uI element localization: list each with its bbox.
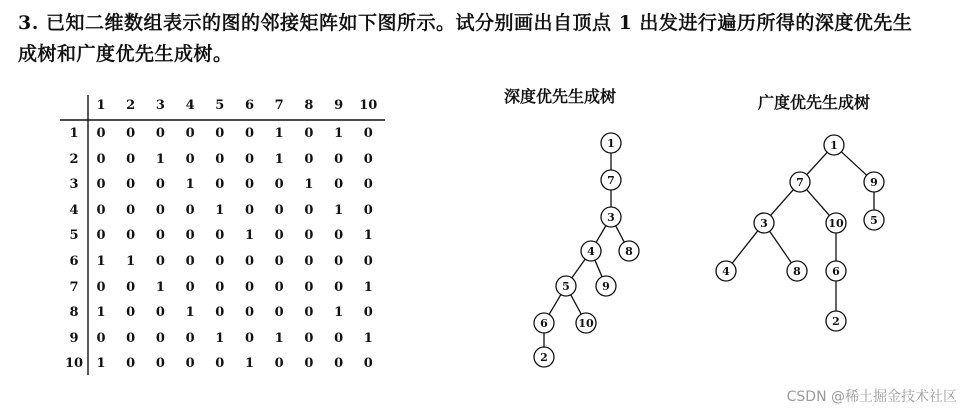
- dfs-node-label: 5: [562, 280, 570, 293]
- question-text: [18, 8, 953, 70]
- matrix-cell: 1: [96, 254, 106, 269]
- matrix-row-header: 9: [69, 330, 79, 346]
- bfs-node-label: 7: [796, 176, 804, 189]
- dfs-node-8: [619, 241, 639, 261]
- matrix-row-header: 3: [69, 177, 79, 193]
- matrix-cell: 0: [155, 228, 165, 244]
- dfs-tree-title: 深度优先生成树: [504, 87, 617, 106]
- matrix-cell: 0: [274, 177, 284, 193]
- matrix-cell: 0: [274, 202, 284, 218]
- matrix-cell: 0: [126, 177, 136, 193]
- matrix-cell: 0: [304, 126, 314, 141]
- matrix-cell: 0: [96, 126, 106, 141]
- matrix-cell: 0: [304, 151, 314, 167]
- matrix-cell: 0: [185, 202, 195, 218]
- dfs-node-label: 6: [540, 317, 548, 330]
- bfs-node-label: 6: [832, 265, 840, 278]
- matrix-cell: 0: [363, 254, 373, 269]
- dfs-edge-4-5: [572, 259, 585, 278]
- matrix-cell: 0: [304, 202, 314, 218]
- matrix-cell: 1: [185, 177, 195, 193]
- matrix-cell: 1: [274, 330, 284, 346]
- bfs-node-label: 4: [722, 265, 730, 278]
- matrix-cell: 0: [244, 254, 255, 269]
- matrix-cell: 0: [155, 254, 165, 269]
- csdn-watermark: CSDN @稀土掘金技术社区: [786, 389, 957, 405]
- matrix-row-header: 8: [69, 305, 79, 321]
- matrix-cell: 0: [185, 126, 195, 141]
- matrix-cell: 0: [126, 228, 136, 244]
- matrix-cell: 0: [334, 356, 344, 372]
- dfs-edge-5-6: [549, 295, 561, 315]
- matrix-col-header: 1: [96, 98, 106, 113]
- matrix-cell: 0: [363, 202, 373, 218]
- matrix-cell: 1: [126, 254, 136, 269]
- question-line-1: 3. 已知二维数组表示的图的邻接矩阵如下图所示。试分别画出自顶点 1 出发进行遍历所得的深度优先生: [18, 12, 913, 34]
- bfs-edge-7-10: [807, 190, 830, 216]
- matrix-cell: 0: [274, 356, 284, 372]
- matrix-cell: 0: [244, 177, 255, 193]
- matrix-cell: 0: [96, 202, 106, 218]
- matrix-cell: 0: [126, 126, 136, 141]
- matrix-cell: 0: [334, 279, 344, 295]
- bfs-node-label: 3: [760, 217, 768, 230]
- bfs-edge-3-8: [770, 231, 792, 263]
- matrix-cell: 0: [244, 126, 255, 141]
- matrix-row-header: 6: [69, 254, 79, 269]
- dfs-node-6: [534, 313, 554, 333]
- matrix-cell: 0: [215, 228, 225, 244]
- matrix-row-header: 2: [69, 151, 79, 167]
- matrix-cell: 0: [215, 305, 225, 321]
- matrix-cell: 1: [304, 177, 314, 193]
- dfs-edge-5-10: [571, 295, 581, 314]
- bfs-tree-diagram: [698, 82, 908, 372]
- matrix-cell: 0: [215, 151, 225, 167]
- matrix-cell: 1: [244, 228, 255, 244]
- bfs-node-9: [864, 172, 884, 192]
- matrix-cell: 0: [363, 356, 373, 372]
- matrix-cell: 0: [334, 254, 344, 269]
- dfs-node-label: 9: [602, 280, 610, 293]
- bfs-edge-1-9: [841, 152, 866, 175]
- matrix-cell: 1: [96, 356, 106, 372]
- matrix-cell: 0: [155, 356, 165, 372]
- bfs-tree-panel: [698, 82, 908, 372]
- dfs-node-label: 10: [578, 317, 594, 330]
- matrix-col-header: 2: [126, 98, 136, 113]
- matrix-cell: 0: [155, 126, 165, 141]
- bfs-node-label: 8: [793, 265, 801, 278]
- matrix-cell: 0: [334, 330, 344, 346]
- matrix-cell: 0: [185, 151, 195, 167]
- bfs-node-8: [787, 261, 807, 281]
- matrix-cell: 1: [363, 330, 373, 346]
- bfs-node-1: [824, 135, 844, 155]
- question-line-2: 成树和广度优先生成树。: [18, 43, 233, 65]
- matrix-cell: 0: [244, 305, 255, 321]
- bfs-node-4: [716, 261, 736, 281]
- matrix-cell: 0: [244, 151, 255, 167]
- bfs-node-3: [754, 213, 774, 233]
- matrix-cell: 0: [244, 330, 255, 346]
- matrix-cell: 0: [155, 202, 165, 218]
- dfs-node-1: [601, 133, 621, 153]
- matrix-cell: 0: [185, 228, 195, 244]
- matrix-cell: 0: [304, 330, 314, 346]
- matrix-cell: 1: [155, 279, 165, 295]
- matrix-cell: 0: [274, 254, 284, 269]
- matrix-cell: 1: [334, 126, 344, 141]
- matrix-cell: 0: [334, 228, 344, 244]
- bfs-node-label: 1: [830, 139, 838, 152]
- matrix-cell: 1: [244, 356, 255, 372]
- matrix-cell: 0: [215, 177, 225, 193]
- matrix-cell: 0: [126, 151, 136, 167]
- matrix-cell: 1: [215, 330, 225, 346]
- dfs-node-label: 8: [625, 245, 633, 258]
- dfs-node-7: [601, 170, 621, 190]
- matrix-cell: 0: [185, 279, 195, 295]
- bfs-node-7: [790, 172, 810, 192]
- matrix-cell: 1: [334, 305, 344, 321]
- matrix-cell: 0: [126, 279, 136, 295]
- dfs-edge-3-4: [596, 226, 606, 243]
- matrix-row-header: 10: [64, 356, 84, 372]
- matrix-col-header: 3: [155, 98, 165, 113]
- dfs-edge-3-8: [616, 226, 625, 242]
- matrix-cell: 1: [185, 305, 195, 321]
- bfs-node-2: [826, 311, 846, 331]
- matrix-cell: 0: [155, 305, 165, 321]
- matrix-cell: 0: [363, 151, 373, 167]
- matrix-cell: 0: [185, 254, 195, 269]
- matrix-col-header: 10: [359, 98, 378, 113]
- dfs-edge-4-9: [595, 260, 602, 277]
- matrix-cell: 0: [96, 330, 106, 346]
- dfs-node-label: 4: [587, 245, 595, 258]
- matrix-cell: 0: [96, 177, 106, 193]
- matrix-col-header: 9: [334, 98, 344, 113]
- matrix-row-header: 7: [69, 279, 79, 295]
- matrix-cell: 0: [126, 305, 136, 321]
- matrix-cell: 0: [215, 279, 225, 295]
- matrix-cell: 0: [363, 177, 373, 193]
- matrix-cell: 0: [126, 202, 136, 218]
- matrix-cell: 0: [274, 279, 284, 295]
- matrix-cell: 0: [126, 356, 136, 372]
- dfs-node-4: [581, 241, 601, 261]
- matrix-cell: 0: [363, 126, 373, 141]
- dfs-node-2: [534, 347, 554, 367]
- matrix-cell: 0: [155, 177, 165, 193]
- matrix-col-header: 8: [304, 98, 314, 113]
- matrix-cell: 0: [363, 305, 373, 321]
- bfs-node-label: 9: [870, 176, 878, 189]
- adjacency-matrix: [60, 92, 390, 378]
- dfs-tree-panel: [498, 82, 688, 372]
- matrix-col-header: 5: [215, 98, 225, 113]
- bfs-edge-3-4: [732, 231, 758, 263]
- matrix-row-header: 1: [69, 126, 79, 141]
- matrix-cell: 1: [96, 305, 106, 321]
- matrix-cell: 1: [363, 228, 373, 244]
- dfs-node-label: 7: [607, 174, 615, 187]
- matrix-cell: 1: [363, 279, 373, 295]
- bfs-node-10: [826, 213, 846, 233]
- bfs-tree-title: 广度优先生成树: [758, 93, 871, 112]
- matrix-cell: 1: [274, 151, 284, 167]
- matrix-row-header: 5: [69, 228, 79, 244]
- matrix-cell: 0: [215, 254, 225, 269]
- matrix-cell: 0: [126, 330, 136, 346]
- bfs-node-label: 10: [828, 217, 844, 230]
- matrix-cell: 0: [304, 254, 314, 269]
- matrix-cell: 0: [304, 228, 314, 244]
- bfs-node-label: 5: [870, 214, 878, 227]
- bfs-edge-1-7: [807, 152, 827, 174]
- dfs-tree-diagram: [498, 82, 688, 372]
- matrix-cell: 1: [215, 202, 225, 218]
- matrix-cell: 0: [185, 330, 195, 346]
- bfs-edge-7-3: [771, 190, 794, 216]
- dfs-node-label: 3: [607, 211, 615, 224]
- matrix-cell: 0: [155, 330, 165, 346]
- matrix-col-header: 6: [244, 98, 255, 113]
- matrix-row-header: 4: [69, 202, 79, 218]
- matrix-cell: 1: [155, 151, 165, 167]
- matrix-cell: 0: [274, 228, 284, 244]
- matrix-col-header: 4: [185, 98, 195, 113]
- bfs-node-6: [826, 261, 846, 281]
- dfs-node-label: 1: [607, 137, 615, 150]
- matrix-cell: 0: [96, 228, 106, 244]
- matrix-cell: 0: [334, 151, 344, 167]
- matrix-cell: 0: [334, 177, 344, 193]
- matrix-cell: 0: [274, 305, 284, 321]
- dfs-node-10: [576, 313, 596, 333]
- matrix-cell: 0: [244, 279, 255, 295]
- bfs-node-label: 2: [832, 315, 840, 328]
- matrix-cell: 0: [96, 151, 106, 167]
- dfs-node-9: [596, 276, 616, 296]
- dfs-node-5: [556, 276, 576, 296]
- matrix-cell: 1: [334, 202, 344, 218]
- matrix-cell: 0: [215, 126, 225, 141]
- matrix-cell: 0: [304, 279, 314, 295]
- matrix-cell: 0: [304, 305, 314, 321]
- matrix-cell: 0: [244, 202, 255, 218]
- matrix-cell: 0: [96, 279, 106, 295]
- dfs-node-3: [601, 207, 621, 227]
- matrix-cell: 0: [215, 356, 225, 372]
- matrix-cell: 0: [185, 356, 195, 372]
- bfs-node-5: [864, 210, 884, 230]
- matrix-col-header: 7: [274, 98, 284, 113]
- matrix-cell: 0: [304, 356, 314, 372]
- matrix-cell: 1: [274, 126, 284, 141]
- dfs-node-label: 2: [540, 351, 548, 364]
